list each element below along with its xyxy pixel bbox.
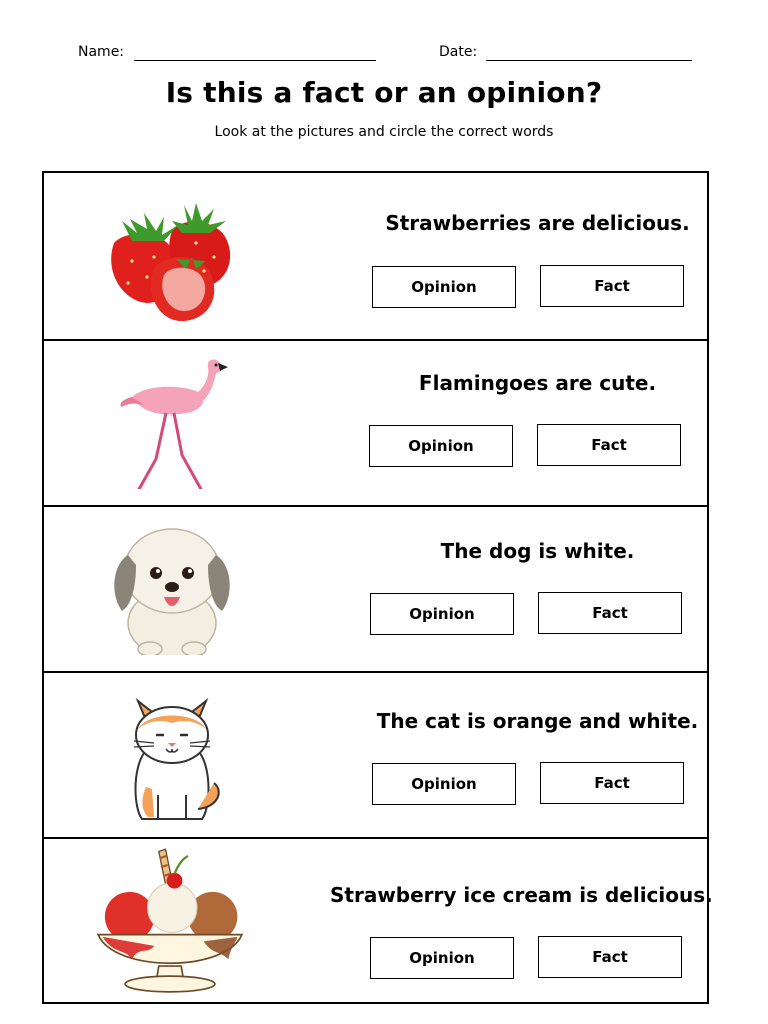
statement-text: Strawberry ice cream is delicious. bbox=[330, 883, 713, 907]
opinion-button[interactable]: Opinion bbox=[370, 593, 514, 635]
statement-text: The cat is orange and white. bbox=[376, 709, 699, 733]
fact-button[interactable]: Fact bbox=[540, 762, 684, 804]
statement-text: Flamingoes are cute. bbox=[418, 371, 657, 395]
statement-text: Strawberries are delicious. bbox=[385, 211, 690, 235]
fact-button[interactable]: Fact bbox=[540, 265, 684, 307]
statement-text: The dog is white. bbox=[440, 539, 635, 563]
worksheet-table bbox=[42, 171, 713, 1004]
opinion-button[interactable]: Opinion bbox=[370, 937, 514, 979]
opinion-button[interactable]: Opinion bbox=[372, 266, 516, 308]
ice-cream-sundae-icon bbox=[80, 847, 260, 993]
worksheet-row bbox=[44, 837, 713, 1004]
flamingo-icon bbox=[92, 359, 252, 489]
page-subtitle: Look at the pictures and circle the correct words bbox=[214, 124, 554, 140]
name-field[interactable] bbox=[134, 60, 376, 61]
worksheet-row bbox=[44, 505, 707, 671]
worksheet-row bbox=[44, 671, 707, 837]
fact-button[interactable]: Fact bbox=[537, 424, 681, 466]
fact-button[interactable]: Fact bbox=[538, 592, 682, 634]
header-row bbox=[0, 44, 768, 64]
worksheet-row bbox=[44, 339, 707, 505]
strawberries-icon bbox=[92, 191, 252, 321]
date-field[interactable] bbox=[486, 60, 692, 61]
opinion-button[interactable]: Opinion bbox=[372, 763, 516, 805]
name-label: Name: bbox=[78, 44, 125, 60]
cat-icon bbox=[92, 691, 252, 821]
date-label: Date: bbox=[439, 44, 478, 60]
fact-button[interactable]: Fact bbox=[538, 936, 682, 978]
page-title: Is this a fact or an opinion? bbox=[165, 76, 603, 109]
opinion-button[interactable]: Opinion bbox=[369, 425, 513, 467]
dog-icon bbox=[92, 525, 252, 655]
worksheet-row bbox=[44, 173, 707, 339]
